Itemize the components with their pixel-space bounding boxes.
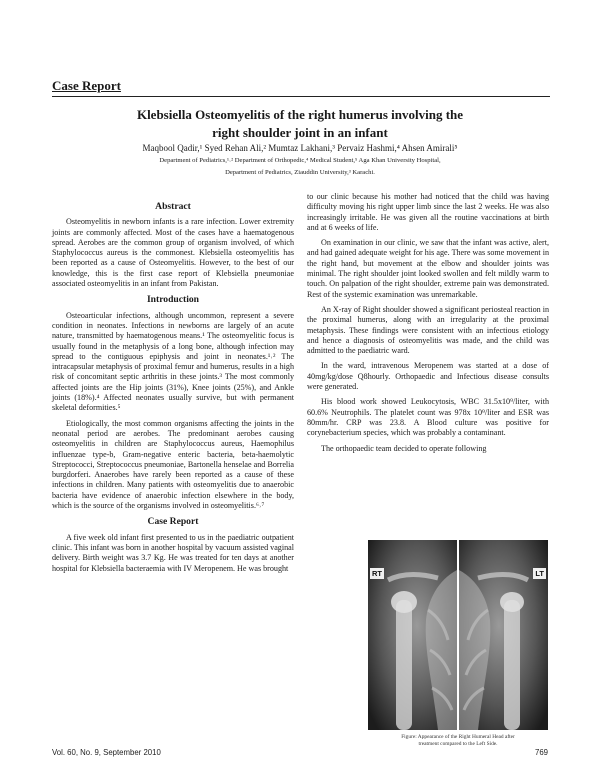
affiliation-line-2: Department of Pediatrics, Ziauddin University,³ Karachi. xyxy=(225,169,375,176)
case-report-heading: Case Report xyxy=(147,516,199,528)
affiliation-line-1: Department of Pediatrics,¹˒² Department of Orthopedic,⁴ Medical Student,⁵ Aga Khan University Hospital, xyxy=(159,157,441,164)
right-paragraph-3: An X-ray of Right shoulder showed a significant periosteal reaction in the proximal humerus, along with an irregularity at the proximal metaphysis. These findings were consistent with an infectious etiology and hence a diagnosis of osteomyelitis was made, and the child was admitted to the paediatric ward. xyxy=(307,304,549,356)
title-line-1: Klebsiella Osteomyelitis of the right humerus involving the xyxy=(136,107,464,122)
xray-left-shoulder xyxy=(459,540,548,730)
intro-paragraph-1: Osteoarticular infections, although uncommon, represent a severe condition in neonates. Infections in newborns are largely of an acute nature, transmitted by haematogenous means.¹ The osteomyelitic focus is usually found in the metaphysis of a long bone, although infection may spread to the contiguous epiphysis and joint in neonates.¹˒² The intracapsular metaphysis of proximal femur and humerus, results in a high risk of concomitant septic arthritis in these joints.³ The most commonly affected joints are the Hip joints (31%), Knee joints (25%), and Ankle joints (18%).⁴ Affected neonates usually survive, but with permanent skeletal deformities.⁵ xyxy=(52,310,294,413)
article-title xyxy=(60,106,540,142)
right-paragraph-5: His blood work showed Leukocytosis, WBC 31.5x10⁹/liter, with 60.6% Neutrophils. The platelet count was 978x 10⁹/liter and ESR was 80mm/hr. CRP was 23.8. A Blood culture was positive for corynebacterium species, which was probably a contaminant. xyxy=(307,397,549,438)
left-column xyxy=(52,196,294,579)
introduction-heading: Introduction xyxy=(146,294,200,306)
footer-page-number: 769 xyxy=(534,748,548,757)
footer-volume: Vol. 60, No. 9, September 2010 xyxy=(52,748,161,757)
xray-figure xyxy=(368,540,548,778)
abstract-text: Osteomyelitis in newborn infants is a rare infection. Lower extremity joints are commonly affected. Most of the cases have a haematogenous spread. Aerobes are the common group of organism involved, of which Staphylococcus aureus is the commonest. Klebsiella osteomyelitis has been reported as a cause of Osteomyelitis. However, to the best of our knowledge, this is the first case report of Klebsiella pneumoniae associated osteomyelitis in an infant from Pakistan. xyxy=(52,217,294,289)
author-list: Maqbool Qadir,¹ Syed Rehan Ali,² Mumtaz Lakhani,³ Pervaiz Hashmi,⁴ Ahsen Amirali⁵ xyxy=(142,143,458,153)
right-paragraph-2: On examination in our clinic, we saw that the infant was active, alert, and had gained adequate weight for his age. There was some movement in the right hand, but movement at the elbow and shoulder joints was minimal. The right shoulder joint looked swollen and felt mildly warm to touch. On palpation of the right shoulder, extreme pain was demonstrated. Rest of the systemic examination was unremarkable. xyxy=(307,238,549,299)
caption-line-2: treatment compared to the Left Side. xyxy=(418,741,498,747)
xray-label-right: RT xyxy=(372,569,382,578)
case-paragraph-1: A five week old infant first presented to us in the paediatric outpatient clinic. This infant was born in another hospital by vacuum assisted vaginal delivery. Birth weight was 3.7 Kg. He was treated for ten days at another hospital for Klebsiella bacteraemia with IV Meropenem. He was brought xyxy=(52,532,294,573)
right-paragraph-6: The orthopaedic team decided to operate following xyxy=(321,443,487,453)
abstract-heading: Abstract xyxy=(155,201,191,212)
right-column xyxy=(307,192,549,459)
title-line-2: right shoulder joint in an infant xyxy=(212,125,388,140)
caption-line-1: Figure: Appearance of the Right Humeral Head after xyxy=(401,734,515,740)
header-rule xyxy=(52,96,550,97)
right-paragraph-4: In the ward, intravenous Meropenem was started at a dose of 40mg/kg/dose Q8hourly. Orthopaedic and Infectious disease consults were generated. xyxy=(307,361,549,392)
xray-label-left: LT xyxy=(535,569,544,578)
right-paragraph-1: to our clinic because his mother had noticed that the child was having difficulty moving his right upper limb since the last 2 weeks. He was also increasingly irritable. He was given all the routine vaccinations at birth and at 6 weeks of life. xyxy=(307,192,549,232)
affiliations xyxy=(60,155,540,179)
section-label: Case Report xyxy=(52,78,121,93)
intro-paragraph-2: Etiologically, the most common organisms affecting the joints in the neonatal period are aerobes. The predominant aerobes causing osteomyelitis in children are Staphylococcus aureus, Haemophilus influenzae type-b, Gram-negative enteric bacteria, beta-haemolytic Streptococci, Streptococcus pneumoniae, Bartonella henselae and Borrelia burgdorferi. Anaerobes have rarely been reported as a cause of these infections in children. Many patients with osteomyelitis due to anaerobic bacteria have evidence of anaerobic infection elsewhere in the body, which is the source of the organisms involved in osteomyelitis.⁶˒⁷ xyxy=(52,418,294,511)
xray-right-shoulder xyxy=(368,540,457,730)
figure-caption xyxy=(368,734,548,748)
